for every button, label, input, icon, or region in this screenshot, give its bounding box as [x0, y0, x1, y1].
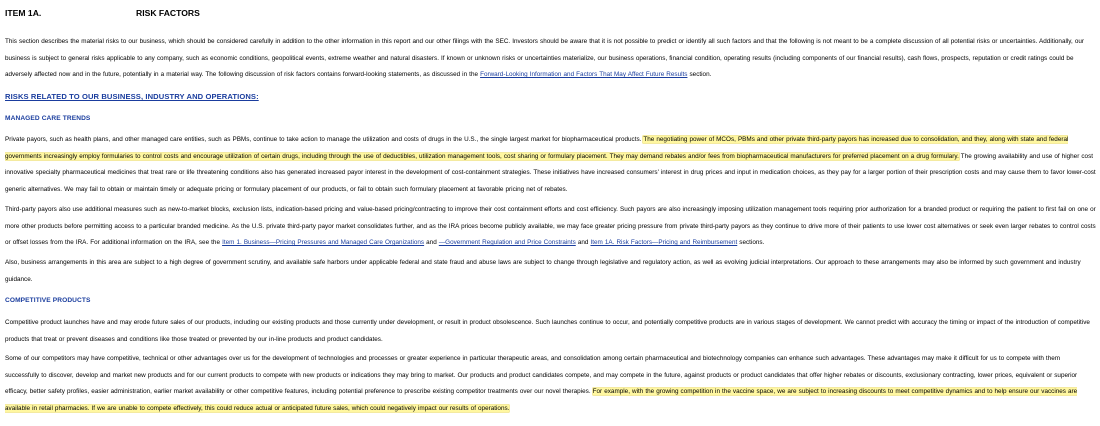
managed-care-title: MANAGED CARE TRENDS	[5, 115, 91, 122]
managed-care-p1-text: Private payors, such as health plans, and other managed care entities, such as PBMs, continue to take action to manage the utilization and costs of drugs in the U.S., the single largest market for biopharmaceutical products.	[5, 136, 644, 143]
competitive-paragraph-2	[5, 351, 1096, 418]
competitive-p2-text: Some of our competitors may have competitive, technical or other advantages over us for the development of technologies and processes or greater experience in particular therapeutic areas, and consolidation among certain pharmaceutical and biotechnology companies can enhance such advantages. These advantages may make it difficult for us to compete with them successfully to discover, develop and market new products and for our current products to compete with new products or indications they may bring to market. Our products and product candidates compete, and may compete in the future, against products or product candidates that offer higher rebates or discounts, exclusionary contracting, lower prices, equivalent or superior efficacy, better safety profiles, easier administration, earlier market availability or other competitive features, including potential preference to prescribe existing competitor treatments over our novel therapies.	[5, 355, 1078, 396]
intro-text: This section describes the material risks to our business, which should be considered carefully in addition to the other information in this report and our other filings with the SEC. Investors should be aware that it is not possible to predict or identify all such factors and that the following is not meant to be a complete discussion of all potential risks or uncertainties. Additionally, our business is subject to general risks applicable to any company, such as economic conditions, geopolitical events, extreme weather and natural disasters. If known or unknown risks or uncertainties materialize, our business operations, financial condition, operating results (including components of our financial results), cash flows, prospects, reputation or credit ratings could be adversely affected now and in the future, potentially in a material way. The following discussion of risk factors contains forward-looking statements, as discussed in the	[5, 38, 1084, 79]
intro-paragraph	[5, 34, 1096, 84]
item-number: ITEM 1A.	[5, 8, 42, 18]
highlighted-passage-payors: The negotiating power of MCOs, PBMs and other private third-party payors has increased due to consolidation, and they, along with state and federal governments increasingly employ formularies to control costs and encourage utilization of certain drugs, including through the use of deductibles, utilization management tools, cost sharing or formulary placement. They may demand rebates and/or fees from biopharmaceutical manufacturers for preferred placement on a drug formulary.	[5, 136, 1069, 160]
managed-care-paragraph-2	[5, 202, 1096, 252]
managed-care-p2-and-2: and	[575, 239, 591, 247]
managed-care-p2-and-1: and	[424, 239, 439, 247]
highlighted-passage-vaccines: For example, with the growing competition in the vaccine space, we are subject to increasing discounts to meet competitive dynamics and to help ensure our vaccines are available in retail pharmacies. If we are unable to compete effectively, this could reduce actual or anticipated future sales, which could negatively impact our results of operations.	[5, 388, 1078, 413]
forward-looking-link[interactable]: Forward-Looking Information and Factors That May Affect Future Results	[480, 71, 688, 79]
managed-care-paragraph-1	[5, 132, 1096, 199]
competitive-products-title: COMPETITIVE PRODUCTS	[5, 297, 91, 304]
managed-care-p2-text: Third-party payors also use additional measures such as new-to-market blocks, exclusion lists, indication-based pricing and value-based pricing/contracting to improve their cost containment efforts and cost efficiency. Such payors are also increasingly imposing utilization management tools requiring prior authorization for a branded product or requiring the patient to first fail on one or more other products before permitting access to a particular branded medicine. As the U.S. private third-party payor market consolidates further, and as the IRA prices become publicly available, we may face greater pricing pressure from private third-party payors as they continue to drive more of their patients to use lower cost alternatives or seek even larger rebates to control costs or offset losses from the IRA. For additional information on the IRA, see the	[5, 206, 1096, 247]
managed-care-p1-text-end: The growing availability and use of higher cost innovative specialty pharmaceutical medicines that treat rare or life threatening conditions also has generated increased payor interest in the development of cost-containment strategies. These initiatives have increased consumers' interest in drug prices and input in medication choices, as they pay for a larger portion of their prescription costs and may cause them to favor lower-cost generic alternatives. We may fail to obtain or maintain timely or adequate pricing or formulary placement of our products, or fail to obtain such formulary placement at favorable pricing net of rebates.	[5, 152, 1096, 194]
pricing-reimbursement-link[interactable]: Item 1A. Risk Factors—Pricing and Reimbursement	[590, 239, 738, 247]
pricing-pressures-link[interactable]: Item 1. Business—Pricing Pressures and Managed Care Organizations	[222, 239, 425, 247]
competitive-paragraph-1: Competitive product launches have and may erode future sales of our products, including our existing products and those currently under development, or result in product obsolescence. Such launches continue to occur, and potentially competitive products are in various stages of development. We cannot predict with accuracy the timing or impact of the introduction of competitive products that treat or prevent diseases and conditions like those treated or prevented by our in-line products and product candidates.	[5, 319, 1090, 343]
managed-care-paragraph-3: Also, business arrangements in this area are subject to a high degree of government scrutiny, and available safe harbors under applicable federal and state fraud and abuse laws are subject to change through legislative and regulatory action, as well as evolving judicial interpretations. Our approach to these arrangements may also be informed by such government and industry guidance.	[5, 259, 1081, 283]
managed-care-p2-text-end: sections.	[737, 239, 765, 247]
government-regulation-link[interactable]: —Government Regulation and Price Constraints	[438, 239, 576, 247]
item-title: RISK FACTORS	[136, 8, 200, 18]
section-title: RISKS RELATED TO OUR BUSINESS, INDUSTRY AND OPERATIONS:	[5, 92, 259, 101]
intro-text-end: section.	[687, 71, 712, 79]
